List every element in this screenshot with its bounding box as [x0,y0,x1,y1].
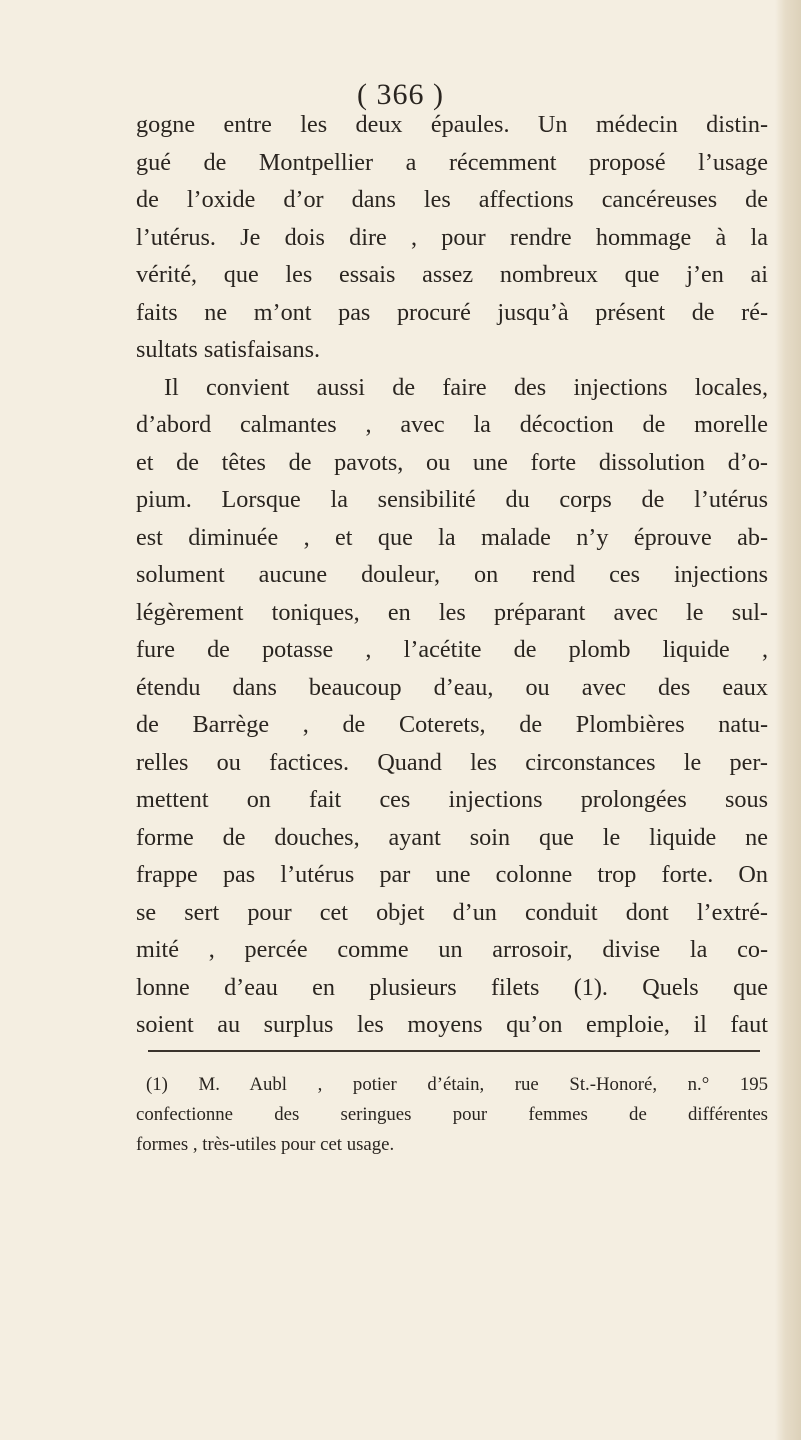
text-line: relles ou factices. Quand les circonstances le per- [136,748,768,776]
page-edge-shadow [775,0,801,1440]
footnote [136,1070,768,1160]
text-line: se sert pour cet objet d’un conduit dont l’extré- [136,898,768,926]
text-line: faits ne m’ont pas procuré jusqu’à présent de ré- [136,298,768,326]
page-number-header: ( 366 ) [357,78,444,111]
text-line: et de têtes de pavots, ou une forte dissolution d’o- [136,448,768,476]
footnote-line: (1) M. Aubl , potier d’étain, rue St.-Honoré, n.° 195 [146,1074,768,1095]
text-line: d’abord calmantes , avec la décoction de morelle [136,411,768,438]
text-line: est diminuée , et que la malade n’y éprouve ab- [136,523,768,551]
text-line: fure de potasse , l’acétite de plomb liquide , [136,636,768,663]
text-line: de Barrège , de Coterets, de Plombières natu- [136,711,768,738]
text-line: solument aucune douleur, on rend ces injections [136,561,768,588]
text-line: de l’oxide d’or dans les affections cancéreuses de [136,186,768,213]
footnote-divider [148,1050,760,1052]
text-line: vérité, que les essais assez nombreux que j’en ai [136,261,768,288]
text-line: lonne d’eau en plusieurs filets (1). Quels que [136,973,768,1001]
main-text [136,106,768,1044]
text-line: l’utérus. Je dois dire , pour rendre hommage à la [136,223,768,251]
footnote-line: formes , très-utiles pour cet usage. [136,1134,395,1155]
text-line: légèrement toniques, en les préparant avec le sul- [136,598,768,626]
text-line: soient au surplus les moyens qu’on emploie, il faut [136,1011,768,1038]
text-line: frappe pas l’utérus par une colonne trop forte. On [136,861,768,888]
text-line: pium. Lorsque la sensibilité du corps de l’utérus [136,486,768,513]
text-line: gué de Montpellier a récemment proposé l’usage [136,148,768,176]
text-line: mité , percée comme un arrosoir, divise la co- [136,936,768,963]
text-line: étendu dans beaucoup d’eau, ou avec des eaux [136,673,768,701]
text-line: sultats satisfaisans. [136,336,321,363]
text-line: forme de douches, ayant soin que le liquide ne [136,823,768,851]
footnote-line: confectionne des seringues pour femmes de différentes [136,1104,768,1125]
text-line: mettent on fait ces injections prolongées sous [136,786,768,813]
text-line: Il convient aussi de faire des injections locales, [164,373,768,401]
text-line: gogne entre les deux épaules. Un médecin distin- [136,111,768,138]
